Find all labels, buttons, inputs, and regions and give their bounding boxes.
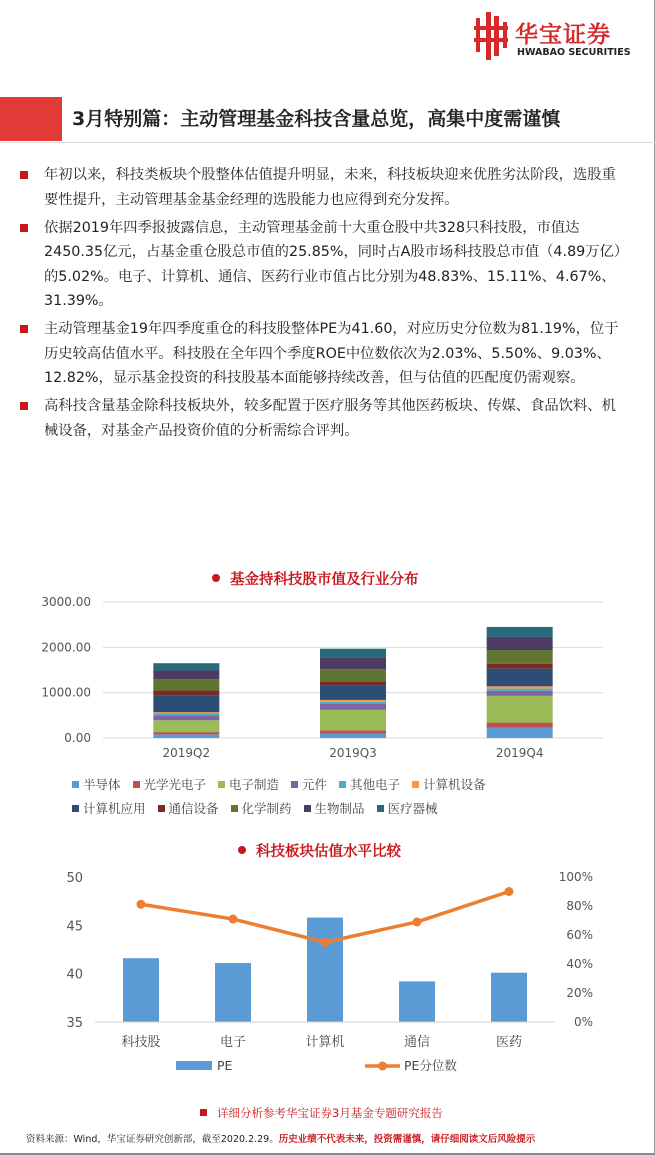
legend-item bbox=[291, 773, 327, 797]
logo-en-text: HWABAO SECURITIES bbox=[517, 47, 631, 58]
bar-segment bbox=[487, 664, 553, 669]
chart1-legend bbox=[72, 773, 612, 821]
legend-label: 化学制药 bbox=[241, 801, 292, 816]
bar-segment bbox=[487, 627, 553, 637]
pe-bar bbox=[123, 958, 159, 1022]
bar-segment bbox=[320, 710, 386, 730]
y-tick-label: 0.00 bbox=[64, 731, 91, 745]
bullet-square-icon bbox=[20, 402, 28, 410]
pe-percentile-point bbox=[321, 938, 330, 947]
bullet-item bbox=[20, 216, 630, 314]
legend-item bbox=[72, 797, 146, 821]
x-tick-label: 电子 bbox=[219, 1035, 247, 1050]
legend-item bbox=[304, 797, 365, 821]
bar-segment bbox=[487, 637, 553, 650]
legend-label: 其他电子 bbox=[350, 777, 401, 792]
pe-bar bbox=[215, 963, 251, 1022]
legend-item bbox=[218, 773, 279, 797]
bar-segment bbox=[153, 715, 219, 720]
bar-segment bbox=[320, 669, 386, 681]
bar-segment bbox=[153, 663, 219, 670]
bar-segment bbox=[320, 702, 386, 704]
legend-label: 通信设备 bbox=[168, 801, 219, 816]
title-accent-bar bbox=[0, 97, 62, 141]
bullet-text: 主动管理基金19年四季度重仓的科技股整体PE为41.60，对应历史分位数为81.19%，位于历史较高估值水平。科技股在全年四个季度ROE中位数依次为2.03%、5.50%、9.03%、12.82%，显示基金投资的科技股基本面能够持续改善，但与估值的匹配度仍需观察。 bbox=[44, 321, 619, 386]
bar-segment bbox=[487, 728, 553, 738]
x-tick-label: 2019Q2 bbox=[162, 746, 211, 760]
legend-label: 元件 bbox=[302, 777, 328, 792]
stacked-bar-chart bbox=[0, 590, 655, 770]
bar-segment bbox=[487, 696, 553, 723]
page-title: 3月特别篇：主动管理基金科技含量总览，高集中度需谨慎 bbox=[72, 108, 561, 130]
bullet-text: 年初以来，科技类板块个股整体估值提升明显，未来，科技板块迎来优胜劣汰阶段，选股重要性提升，主动管理基金基金经理的选股能力也应得到充分发挥。 bbox=[44, 167, 616, 208]
pe-percentile-point bbox=[413, 917, 422, 926]
brand-logo bbox=[470, 10, 645, 65]
pe-bar bbox=[399, 981, 435, 1022]
legend-swatch bbox=[176, 1061, 212, 1070]
bullet-square-icon bbox=[20, 224, 28, 232]
legend-item bbox=[158, 797, 219, 821]
risk-warning-text: 历史业绩不代表未来，投资需谨慎，请仔细阅读文后风险提示 bbox=[278, 1134, 536, 1145]
legend-label: 医疗器械 bbox=[387, 801, 438, 816]
bar-segment bbox=[487, 689, 553, 691]
x-tick-label: 通信 bbox=[403, 1035, 431, 1050]
legend-swatch bbox=[72, 805, 79, 812]
y-tick-label: 50 bbox=[66, 871, 83, 886]
bar-segment bbox=[153, 690, 219, 695]
legend-swatch bbox=[291, 781, 298, 788]
y-tick-label: 1000.00 bbox=[41, 685, 91, 700]
legend-marker bbox=[378, 1062, 387, 1071]
legend-swatch bbox=[304, 805, 311, 812]
bullet-square-icon bbox=[20, 325, 28, 333]
pe-bar bbox=[307, 918, 343, 1022]
bar-segment bbox=[153, 679, 219, 690]
bullet-text: 依据2019年四季报披露信息，主动管理基金前十大重仓股中共328只科技股，市值达2450.35亿元，占基金重仓股总市值的25.85%，同时占A股市场科技股总市值（4.89万亿）的5.02%。电子、计算机、通信、医药行业市值占比分别为48.83%、15.11%、4.67%、31.39%。 bbox=[44, 219, 629, 309]
title-divider bbox=[0, 142, 655, 143]
bar-segment bbox=[487, 686, 553, 688]
bar-segment bbox=[153, 695, 219, 712]
legend-swatch bbox=[218, 781, 225, 788]
x-tick-label: 2019Q4 bbox=[495, 746, 544, 760]
bar-segment bbox=[320, 685, 386, 700]
pe-percentile-point bbox=[137, 900, 146, 909]
bar-segment bbox=[487, 723, 553, 728]
chart2-title-text: 科技板块估值水平比较 bbox=[256, 844, 401, 860]
bar-segment bbox=[487, 650, 553, 664]
y2-tick-label: 20% bbox=[566, 986, 593, 1000]
legend-swatch bbox=[158, 805, 165, 812]
y2-tick-label: 0% bbox=[573, 1015, 593, 1029]
legend-item bbox=[72, 773, 121, 797]
source-note bbox=[26, 1131, 535, 1145]
x-tick-label: 医药 bbox=[495, 1035, 523, 1050]
footnote-text: 详细分析参考华宝证券3月基金专题研究报告 bbox=[217, 1106, 443, 1120]
source-text: 资料来源：Wind，华宝证券研究创新部，截至2020.2.29。 bbox=[26, 1134, 279, 1145]
y-tick-label: 35 bbox=[66, 1016, 83, 1031]
legend-item bbox=[412, 773, 486, 797]
bar-segment bbox=[320, 681, 386, 685]
y-tick-label: 40 bbox=[66, 967, 83, 983]
bullet-item bbox=[20, 394, 630, 443]
chart2-title bbox=[238, 840, 401, 861]
bar-segment bbox=[487, 691, 553, 696]
y-tick-label: 45 bbox=[66, 919, 83, 935]
legend-label: 电子制造 bbox=[229, 777, 280, 792]
chart1-title bbox=[212, 568, 419, 589]
bullet-text: 高科技含量基金除科技板块外，较多配置于医疗服务等其他医药板块、传媒、食品饮料、机械设备，对基金产品投资价值的分析需综合评判。 bbox=[44, 398, 616, 439]
bar-segment bbox=[320, 730, 386, 733]
bar-segment bbox=[320, 733, 386, 738]
legend-label: PE bbox=[217, 1058, 233, 1073]
logo-mark-icon bbox=[470, 12, 512, 60]
chart1-title-text: 基金持科技股市值及行业分布 bbox=[230, 572, 419, 588]
bar-segment bbox=[153, 670, 219, 679]
bar-segment bbox=[320, 704, 386, 710]
legend-label: 计算机应用 bbox=[83, 801, 146, 816]
x-tick-label: 计算机 bbox=[305, 1035, 345, 1050]
legend-swatch bbox=[133, 781, 140, 788]
legend-swatch bbox=[231, 805, 238, 812]
y-tick-label: 3000.00 bbox=[41, 595, 91, 609]
legend-label: PE分位数 bbox=[404, 1058, 457, 1073]
y2-tick-label: 60% bbox=[566, 928, 593, 942]
legend-item bbox=[133, 773, 207, 797]
legend-item bbox=[231, 797, 292, 821]
pe-percentile-point bbox=[229, 915, 238, 924]
bar-segment bbox=[153, 734, 219, 738]
footnote-square-icon bbox=[200, 1109, 207, 1116]
pe-combo-chart bbox=[0, 860, 655, 1085]
bar-segment bbox=[487, 669, 553, 687]
legend-label: 计算机设备 bbox=[423, 777, 486, 792]
legend-label: 光学光电子 bbox=[143, 777, 207, 792]
x-tick-label: 2019Q3 bbox=[329, 746, 377, 760]
legend-swatch bbox=[339, 781, 346, 788]
logo-cn-text: 华宝证券 bbox=[515, 22, 611, 48]
legend-item bbox=[339, 773, 400, 797]
bullet-item bbox=[20, 317, 630, 391]
bar-segment bbox=[320, 657, 386, 669]
y-tick-label: 2000.00 bbox=[41, 640, 91, 655]
bar-segment bbox=[153, 714, 219, 716]
x-tick-label: 科技股 bbox=[121, 1035, 161, 1050]
y2-tick-label: 100% bbox=[558, 870, 593, 884]
bullet-item bbox=[20, 163, 630, 212]
legend-label: 半导体 bbox=[83, 777, 121, 792]
legend-item bbox=[377, 797, 438, 821]
y2-tick-label: 80% bbox=[566, 899, 593, 913]
report-footnote bbox=[200, 1105, 443, 1121]
pe-bar bbox=[491, 973, 527, 1022]
bar-segment bbox=[320, 700, 386, 702]
title-dot-icon bbox=[212, 574, 220, 582]
y2-tick-label: 40% bbox=[566, 957, 593, 971]
title-dot-icon bbox=[238, 846, 246, 854]
bullet-square-icon bbox=[20, 171, 28, 179]
bar-segment bbox=[153, 712, 219, 713]
bar-segment bbox=[153, 720, 219, 732]
legend-swatch bbox=[377, 805, 384, 812]
legend-label: 生物制品 bbox=[314, 801, 365, 816]
legend-swatch bbox=[412, 781, 419, 788]
bullet-list bbox=[20, 163, 630, 447]
bar-segment bbox=[320, 649, 386, 658]
bar-segment bbox=[153, 732, 219, 734]
pe-percentile-point bbox=[505, 887, 514, 896]
legend-swatch bbox=[72, 781, 79, 788]
